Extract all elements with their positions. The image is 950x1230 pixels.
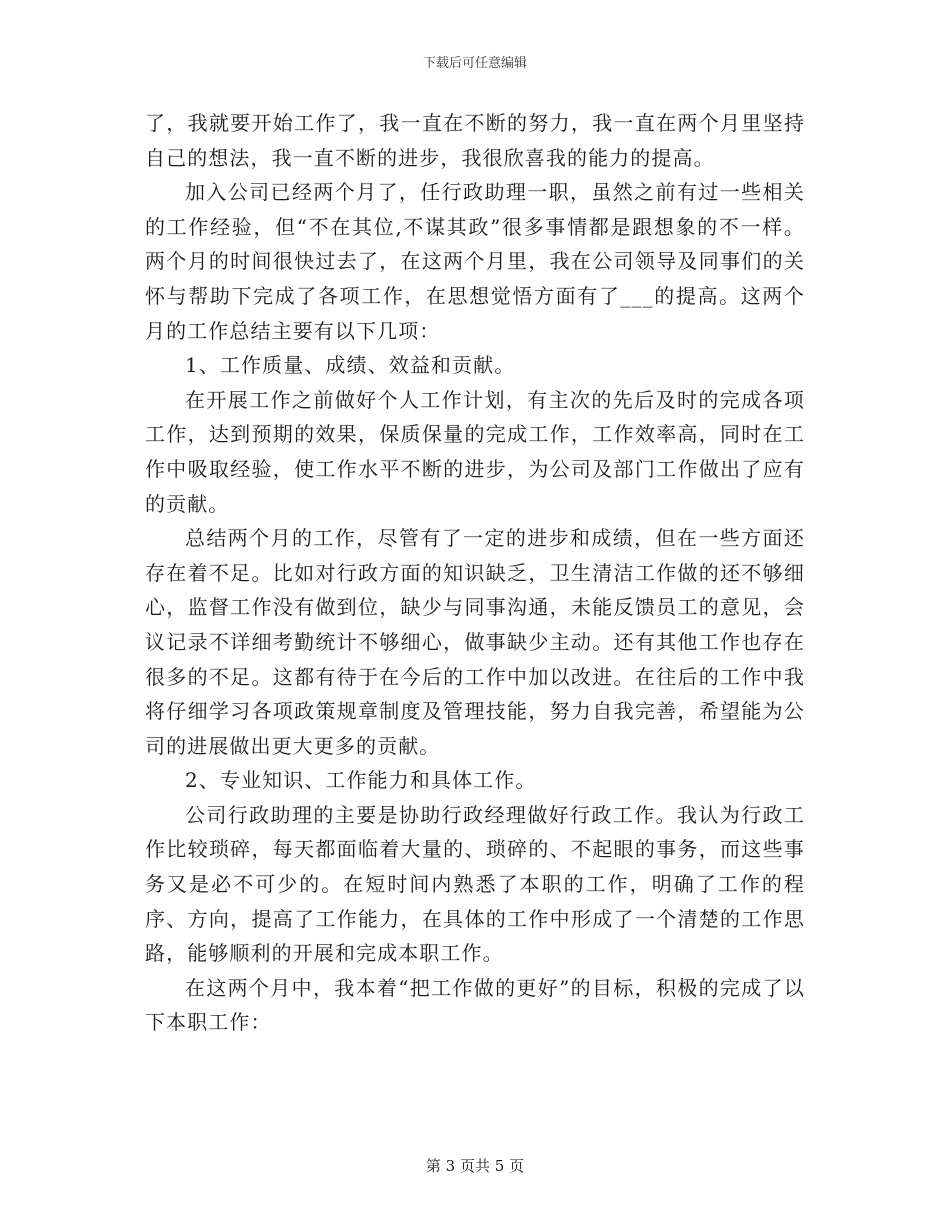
- paragraph-shortcomings: 总结两个月的工作，尽管有了一定的进步和成绩，但在一些方面还存在着不足。比如对行政方面的知识缺乏，卫生清洁工作做的还不够细心，监督工作没有做到位，缺少与同事沟通，未能反馈员工的意见，会议记录不详细考勤统计不够细心，做事缺少主动。还有其他工作也存在很多的不足。这都有待于在今后的工作中加以改进。在往后的工作中我将仔细学习各项政策规章制度及管理技能，努力自我完善，希望能为公司的进展做出更大更多的贡献。: [145, 526, 805, 758]
- paragraph-continuation: 了，我就要开始工作了，我一直在不断的努力，我一直在两个月里坚持自己的想法，我一直不断的进步，我很欣喜我的能力的提高。: [145, 111, 805, 170]
- page-header-note: 下载后可任意编辑: [422, 56, 527, 71]
- document-body: [145, 106, 805, 1040]
- paragraph-duties: 公司行政助理的主要是协助行政经理做好行政工作。我认为行政工作比较琐碎，每天都面临着大量的、琐碎的、不起眼的事务，而这些事务又是必不可少的。在短时间内熟悉了本职的工作，明确了工作的程序、方向，提高了工作能力，在具体的工作中形成了一个清楚的工作思路，能够顺利的开展和完成本职工作。: [145, 802, 805, 966]
- paragraph-goal: 在这两个月中，我本着“把工作做的更好”的目标，积极的完成了以下本职工作：: [145, 975, 805, 1035]
- page-number: 第 3 页共 5 页: [425, 1157, 525, 1175]
- section-heading-1: 1、工作质量、成绩、效益和贡献。: [185, 353, 516, 378]
- paragraph-work-plan: 在开展工作之前做好个人工作计划，有主次的先后及时的完成各项工作，达到预期的效果，保质保量的完成工作，工作效率高，同时在工作中吸取经验，使工作水平不断的进步，为公司及部门工作做出了应有的贡献。: [145, 387, 805, 516]
- paragraph-intro: 加入公司已经两个月了，任行政助理一职，虽然之前有过一些相关的工作经验，但“不在其位,不谋其政”很多事情都是跟想象的不一样。两个月的时间很快过去了，在这两个月里，我在公司领导及同事们的关怀与帮助下完成了各项工作，在思想觉悟方面有了___的提高。这两个月的工作总结主要有以下几项：: [145, 180, 805, 343]
- section-heading-2: 2、专业知识、工作能力和具体工作。: [185, 768, 537, 793]
